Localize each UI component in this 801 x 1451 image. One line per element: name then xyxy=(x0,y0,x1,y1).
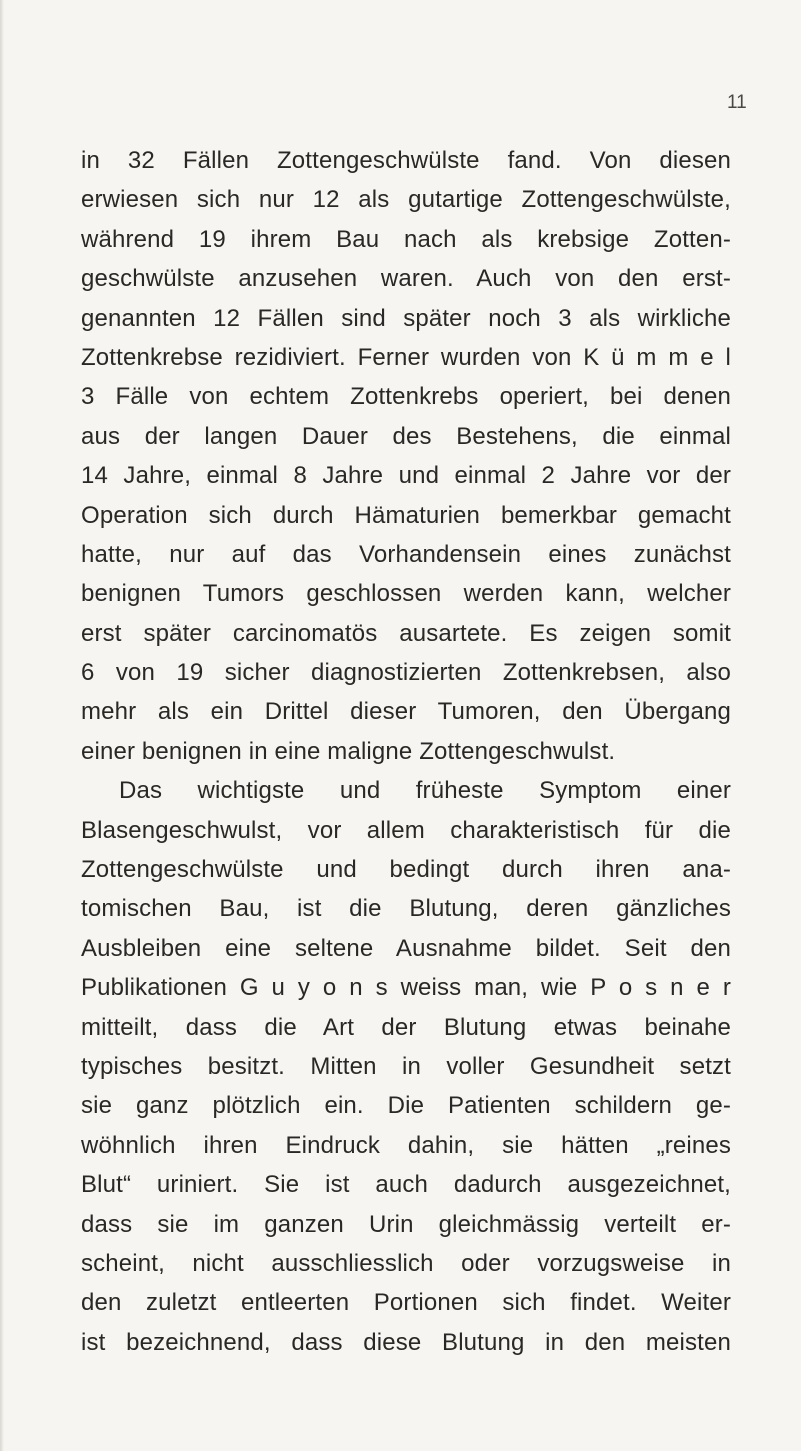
text-line: geschwülste anzusehen waren. Auch von den erst- xyxy=(81,265,731,293)
text-line: Publikationen G u y o n s weiss man, wie P o s n e r xyxy=(81,974,731,1002)
text-line: tomischen Bau, ist die Blutung, deren gänzliches xyxy=(81,895,731,923)
text-line: 3 Fälle von echtem Zottenkrebs operiert, bei denen xyxy=(81,383,731,411)
text-line: Zottengeschwülste und bedingt durch ihren ana- xyxy=(81,856,731,884)
text-line: 14 Jahre, einmal 8 Jahre und einmal 2 Jahre vor der xyxy=(81,462,731,490)
text-line: sie ganz plötzlich ein. Die Patienten schildern ge- xyxy=(81,1092,731,1120)
body-text xyxy=(81,141,731,1362)
text-line: Operation sich durch Hämaturien bemerkbar gemacht xyxy=(81,501,731,529)
text-line: genannten 12 Fällen sind später noch 3 als wirkliche xyxy=(81,304,731,332)
text-line: erwiesen sich nur 12 als gutartige Zottengeschwülste, xyxy=(81,186,731,214)
text-line: Zottenkrebse rezidiviert. Ferner wurden von K ü m m e l xyxy=(81,343,731,371)
text-line: wöhnlich ihren Eindruck dahin, sie hätten „reines xyxy=(81,1131,731,1159)
paragraph-end-line: einer benignen in eine maligne Zottengeschwulst. xyxy=(81,737,616,765)
paragraph-start-line: Das wichtigste und früheste Symptom einer xyxy=(119,777,731,805)
text-line: scheint, nicht ausschliesslich oder vorzugsweise in xyxy=(81,1249,731,1277)
text-line: Ausbleiben eine seltene Ausnahme bildet. Seit den xyxy=(81,934,731,962)
text-line: erst später carcinomatös ausartete. Es zeigen somit xyxy=(81,619,731,647)
text-line: Blasengeschwulst, vor allem charakteristisch für die xyxy=(81,816,731,844)
text-line: während 19 ihrem Bau nach als krebsige Zotten- xyxy=(81,225,731,253)
text-line: 6 von 19 sicher diagnostizierten Zottenkrebsen, also xyxy=(81,659,731,687)
text-line: in 32 Fällen Zottengeschwülste fand. Von diesen xyxy=(81,147,731,174)
text-line: mehr als ein Drittel dieser Tumoren, den Übergang xyxy=(81,698,731,726)
page-binding-edge xyxy=(0,0,4,1451)
text-line: Blut“ uriniert. Sie ist auch dadurch ausgezeichnet, xyxy=(81,1171,731,1199)
text-line: dass sie im ganzen Urin gleichmässig verteilt er- xyxy=(81,1210,731,1238)
text-line: benignen Tumors geschlossen werden kann, welcher xyxy=(81,580,731,608)
text-line: aus der langen Dauer des Bestehens, die einmal xyxy=(81,422,731,450)
text-line: mitteilt, dass die Art der Blutung etwas beinahe xyxy=(81,1013,731,1041)
page-number: 11 xyxy=(727,92,747,113)
text-line: hatte, nur auf das Vorhandensein eines zunächst xyxy=(81,540,731,568)
text-line: ist bezeichnend, dass diese Blutung in den meisten xyxy=(81,1328,731,1356)
text-line: typisches besitzt. Mitten in voller Gesundheit setzt xyxy=(81,1052,731,1080)
text-line: den zuletzt entleerten Portionen sich findet. Weiter xyxy=(81,1289,731,1317)
